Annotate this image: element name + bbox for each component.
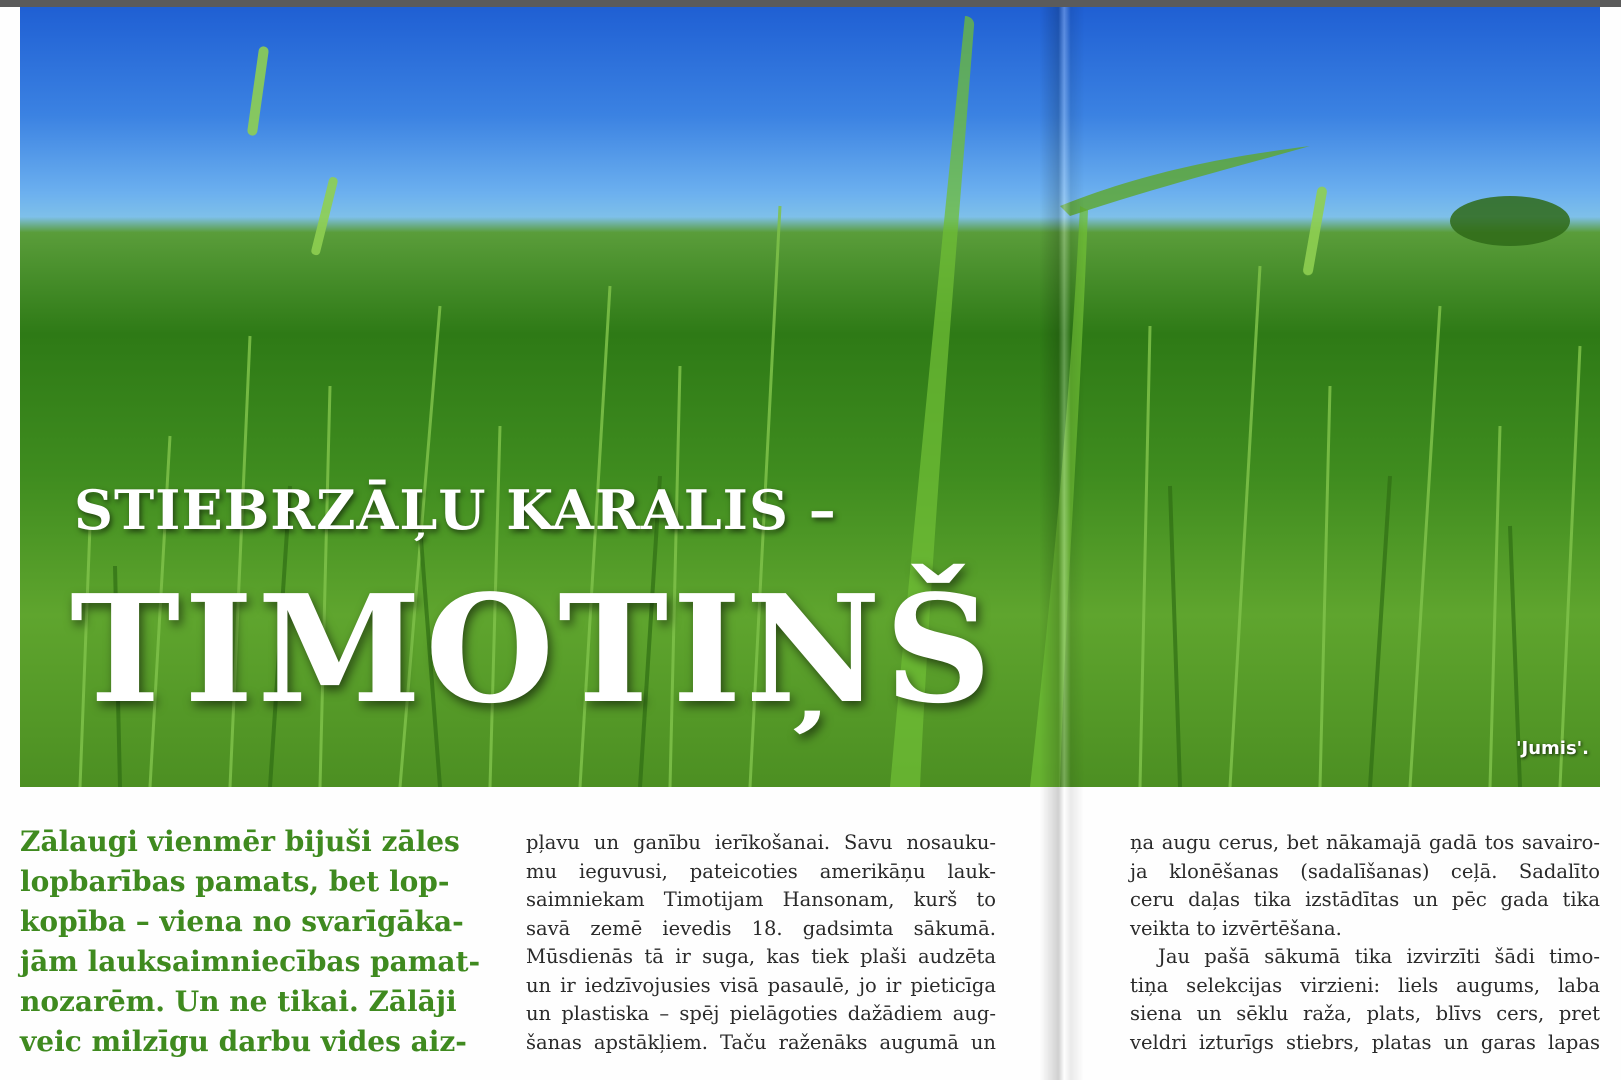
title-kicker: STIEBRZĀĻU KARALIS –: [74, 478, 837, 542]
lead-line: lopbarības pamats, bet lop-: [20, 865, 450, 898]
body-line: un plastiska – spēj pielāgoties dažādiem aug-: [526, 1002, 996, 1025]
body-line: mu ieguvusi, pateicoties amerikāņu lauk-: [526, 859, 996, 883]
lead-line: jām lauksaimniecības pamat-: [20, 945, 481, 978]
body-line: pļavu un ganību ierīkošanai. Savu nosauku-: [526, 831, 996, 854]
body-line: saimniekam Timotijam Hansonam, kurš to: [526, 888, 996, 911]
lead-line: Zālaugi vienmēr bijuši zāles: [20, 825, 460, 858]
lead-paragraph: [20, 822, 490, 1062]
body-line: savā zemē ievedis 18. gadsimta sākumā.: [526, 916, 996, 940]
body-line: siena un sēklu raža, plats, blīvs cers, pret: [1130, 1002, 1600, 1025]
body-line: ja klonēšanas (sadalīšanas) ceļā. Sadalīto: [1130, 859, 1600, 883]
body-line: veldri izturīgs stiebrs, platas un garas lapas: [1130, 1030, 1600, 1054]
body-column-middle: [526, 829, 996, 1057]
photo-caption: 'Jumis'.: [1516, 738, 1590, 759]
title-main: TIMOTIŅŠ: [70, 562, 996, 736]
lead-line: kopība – viena no svarīgāka-: [20, 905, 464, 938]
body-line: šanas apstākļiem. Taču raženāks augumā un: [526, 1030, 996, 1054]
body-line: un ir iedzīvojusies visā pasaulē, jo ir pieticīga: [526, 973, 996, 997]
body-line: ņa augu cerus, bet nākamajā gadā tos savairo-: [1130, 831, 1600, 854]
lead-line: nozarēm. Un ne tikai. Zālāji: [20, 985, 457, 1018]
scan-top-edge: [0, 0, 1621, 7]
body-line: Mūsdienās tā ir suga, kas tiek plaši audzēta: [526, 945, 996, 968]
body-line: tiņa selekcijas virzieni: liels augums, laba: [1130, 973, 1600, 997]
body-line: Jau pašā sākumā tika izvirzīti šādi timo-: [1158, 945, 1600, 968]
body-line: veikta to izvērtēšana.: [1130, 916, 1342, 940]
body-line: ceru daļas tika izstādītas un pēc gada tika: [1130, 888, 1600, 911]
lead-line: veic milzīgu darbu vides aiz-: [20, 1025, 467, 1058]
body-column-right: [1130, 829, 1600, 1057]
